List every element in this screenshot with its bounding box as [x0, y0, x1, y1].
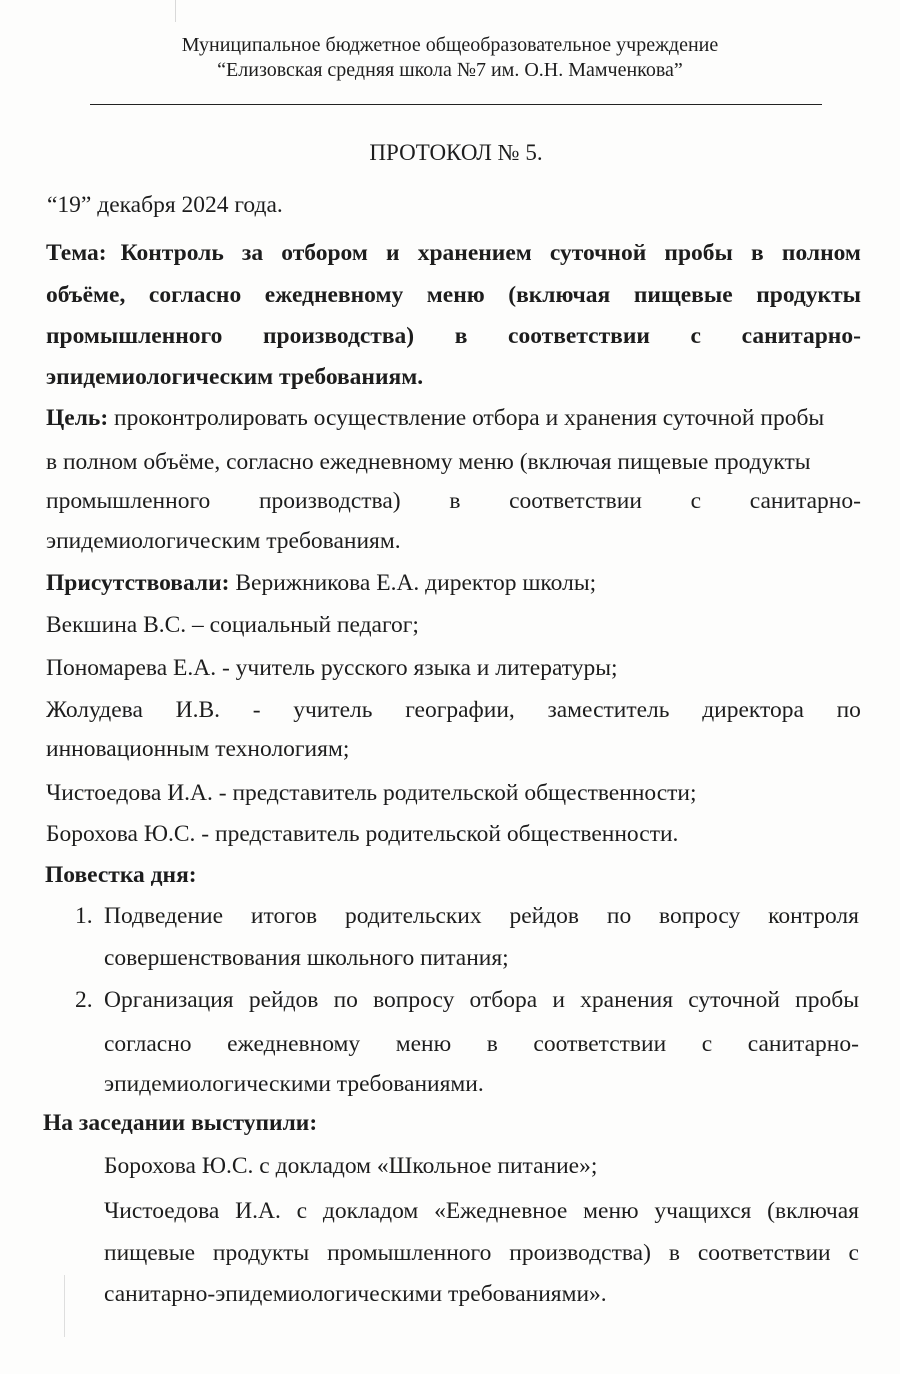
agenda-item-2-line-1: [104, 987, 859, 1014]
agenda-item-1-line-1: [104, 903, 859, 930]
word: соответствии: [697, 1240, 831, 1266]
word: с: [848, 1240, 859, 1266]
word: хранения: [580, 987, 674, 1013]
word: -: [252, 697, 261, 723]
word: Контроль: [120, 240, 224, 266]
word: Чистоедова: [104, 1198, 220, 1224]
word: меню: [395, 1031, 452, 1057]
word: по: [606, 903, 632, 929]
word: родительских: [344, 903, 482, 929]
word: директора: [702, 697, 804, 723]
attendee-line: [46, 697, 861, 724]
word: промышленного: [46, 488, 211, 514]
word: производства): [258, 488, 401, 514]
header-line-1: Муниципальное бюджетное общеобразовательное учреждение: [181, 34, 719, 56]
word: в: [668, 1240, 680, 1266]
speaker-line: [104, 1240, 859, 1267]
goal-label: Цель:: [46, 405, 109, 431]
word: отбора: [469, 987, 538, 1013]
word: соответствии: [508, 323, 650, 349]
goal-line-4: эпидемиологическим требованиям.: [46, 528, 401, 554]
attendee-line: инновационным технологиям;: [46, 736, 350, 762]
word: и: [552, 987, 565, 1013]
goal-line-2: в полном объёме, согласно ежедневному меню (включая пищевые продукты: [46, 449, 811, 475]
word: вопросу: [373, 987, 455, 1013]
word: с: [296, 1198, 308, 1224]
protocol-date: “19” декабря 2024 года.: [47, 192, 283, 218]
word: пробы: [664, 240, 733, 266]
word: вопросу: [659, 903, 741, 929]
attendee-line: Борохова Ю.С. - представитель родительской общественности.: [46, 821, 679, 847]
word: в: [454, 323, 468, 349]
word: отбором: [281, 240, 368, 266]
word: Организация: [104, 987, 234, 1013]
word: контроля: [768, 903, 859, 929]
topic-label: Тема:: [46, 240, 107, 266]
word: географии,: [405, 697, 515, 723]
word: в: [449, 488, 461, 514]
document-title: ПРОТОКОЛ № 5.: [369, 140, 543, 165]
topic-line-4: эпидемиологическим требованиям.: [46, 364, 424, 390]
word: (включая: [767, 1198, 859, 1224]
word: продукты: [212, 1240, 310, 1266]
word: И.В.: [175, 697, 220, 723]
attendee-line: Векшина В.С. – социальный педагог;: [46, 612, 419, 638]
word: в: [751, 240, 764, 266]
topic-line-1: [46, 240, 861, 267]
scan-edge-line: [175, 0, 176, 22]
word: (включая: [508, 282, 611, 308]
word: ежедневному: [264, 282, 404, 308]
word: с: [701, 1031, 713, 1057]
speakers-label: На заседании выступили:: [43, 1110, 318, 1136]
attendee-line: Пономарева Е.А. - учитель русского языка и литературы;: [46, 655, 618, 681]
word: пробы: [795, 987, 859, 1013]
header-line-2: “Елизовская средняя школа №7 им. О.Н. Мамченкова”: [217, 59, 683, 81]
word: меню: [426, 282, 485, 308]
speaker-line: [104, 1198, 859, 1225]
attendees-line-1: [46, 570, 596, 597]
speaker-line: Борохова Ю.С. с докладом «Школьное питание»;: [104, 1153, 598, 1179]
goal-line-3: [46, 488, 861, 515]
word: суточной: [688, 987, 780, 1013]
word: рейдов: [248, 987, 319, 1013]
word: санитарно-: [747, 1031, 859, 1057]
attendee-line: Чистоедова И.А. - представитель родительской общественности;: [46, 780, 697, 806]
word: соответствии: [533, 1031, 667, 1057]
agenda-item-1-line-2: совершенствования школьного питания;: [104, 945, 509, 971]
word: меню: [583, 1198, 639, 1224]
word: итогов: [250, 903, 318, 929]
header-divider: [90, 104, 822, 105]
topic-line-2: [46, 282, 861, 309]
word: по: [333, 987, 358, 1013]
word: промышленного: [327, 1240, 492, 1266]
agenda-item-number: 2.: [75, 987, 93, 1013]
agenda-item-number: 1.: [75, 903, 93, 929]
word: Жолудева: [46, 697, 143, 723]
goal-line-1: [46, 405, 824, 432]
word: учитель: [293, 697, 373, 723]
word: согласно: [148, 282, 242, 308]
word: производства): [263, 323, 415, 349]
word: суточной: [549, 240, 647, 266]
word: производства): [509, 1240, 651, 1266]
word: учащихся: [654, 1198, 752, 1224]
word: И.А.: [235, 1198, 281, 1224]
word: ежедневному: [227, 1031, 361, 1057]
word: заместитель: [547, 697, 670, 723]
word: объёме,: [46, 282, 126, 308]
word: хранением: [417, 240, 532, 266]
word: санитарно-: [741, 323, 861, 349]
word: в: [486, 1031, 498, 1057]
attendee-director: Верижникова Е.А. директор школы;: [235, 570, 597, 596]
attendees-label: Присутствовали:: [46, 570, 230, 596]
agenda-label: Повестка дня:: [45, 862, 197, 888]
word: полном: [781, 240, 861, 266]
word: промышленного: [46, 323, 223, 349]
word: и: [386, 240, 400, 266]
speaker-line: санитарно-эпидемиологическими требованиями».: [104, 1281, 607, 1307]
word: соответствии: [509, 488, 642, 514]
goal-text: проконтролировать осуществление отбора и хранения суточной пробы: [114, 405, 825, 431]
scan-edge-line: [64, 1275, 65, 1337]
word: санитарно-: [749, 488, 861, 514]
word: рейдов: [509, 903, 580, 929]
word: пищевые: [633, 282, 733, 308]
word: с: [690, 488, 702, 514]
word: пищевые: [104, 1240, 195, 1266]
word: докладом: [322, 1198, 419, 1224]
topic-line-3: [46, 323, 861, 350]
agenda-item-2-line-3: эпидемиологическими требованиями.: [104, 1071, 484, 1097]
word: «Ежедневное: [434, 1198, 568, 1224]
word: с: [690, 323, 701, 349]
word: Подведение: [104, 903, 224, 929]
word: за: [241, 240, 264, 266]
agenda-item-2-line-2: [104, 1031, 859, 1058]
word: продукты: [756, 282, 861, 308]
word: согласно: [104, 1031, 192, 1057]
word: по: [836, 697, 861, 723]
